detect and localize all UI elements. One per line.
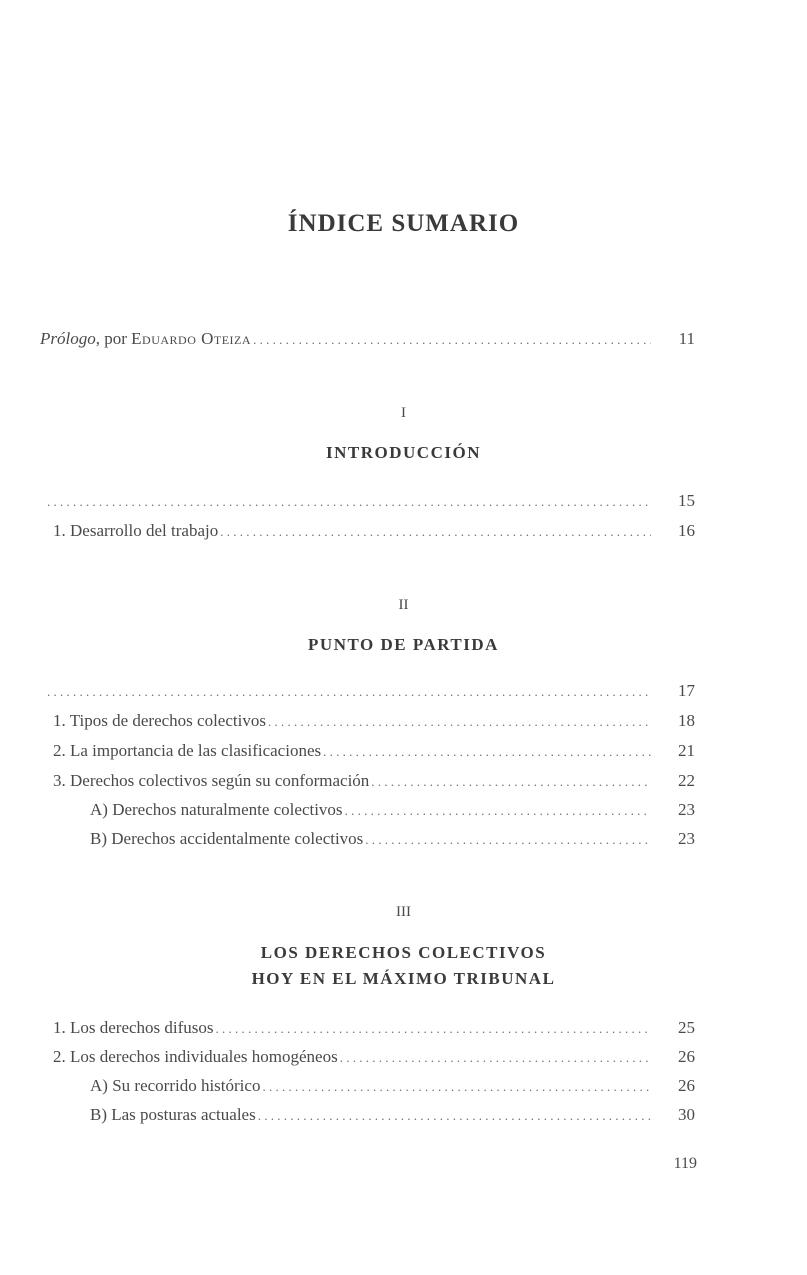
toc-entry[interactable] bbox=[53, 1044, 695, 1070]
toc-entry-label bbox=[40, 326, 251, 352]
toc-entry-text: Derechos accidentalmente colectivos bbox=[111, 829, 364, 848]
prologue-by: , por bbox=[95, 329, 132, 348]
page-number: 119 bbox=[673, 1155, 697, 1172]
section-title bbox=[0, 632, 807, 658]
toc-entry-text: La importancia de las clasificaciones bbox=[70, 741, 322, 760]
prologue-author: Eduardo Oteiza bbox=[131, 329, 252, 348]
toc-entry-page: 22 bbox=[678, 771, 695, 790]
toc-entry-page: 23 bbox=[678, 829, 695, 848]
toc-entry-label bbox=[53, 768, 369, 794]
dot-leader bbox=[345, 798, 651, 824]
dot-leader bbox=[253, 327, 651, 353]
toc-entry-number: 3. bbox=[53, 771, 66, 790]
toc-entry-page: 23 bbox=[678, 800, 695, 819]
toc-entry-page: 25 bbox=[678, 1018, 695, 1037]
toc-entry-page: 30 bbox=[678, 1105, 695, 1124]
dot-leader bbox=[258, 1103, 651, 1129]
toc-entry[interactable] bbox=[45, 488, 695, 514]
toc-entry-text: Derechos colectivos según su conformación bbox=[70, 771, 370, 790]
toc-entry-page: 16 bbox=[678, 521, 695, 540]
toc-entry-number: A) bbox=[90, 800, 108, 819]
toc-entry-page: 15 bbox=[678, 491, 695, 510]
toc-entry-page: 17 bbox=[678, 681, 695, 700]
toc-entry-label bbox=[90, 1073, 260, 1099]
section-title bbox=[0, 440, 807, 466]
toc-entry-number: 1. bbox=[53, 521, 66, 540]
dot-leader bbox=[262, 1074, 651, 1100]
dot-leader bbox=[220, 519, 651, 545]
toc-entry-label bbox=[90, 826, 363, 852]
dot-leader bbox=[340, 1045, 651, 1071]
toc-entry-text: Su recorrido histórico bbox=[112, 1076, 261, 1095]
toc-entry[interactable] bbox=[53, 518, 695, 544]
toc-entry-number: B) bbox=[90, 829, 107, 848]
toc-entry-number: B) bbox=[90, 1105, 107, 1124]
toc-entry[interactable] bbox=[53, 1015, 695, 1041]
toc-entry[interactable] bbox=[45, 678, 695, 704]
dot-leader bbox=[371, 769, 651, 795]
toc-entry-page: 18 bbox=[678, 711, 695, 730]
toc-entry[interactable] bbox=[53, 708, 695, 734]
toc-entry-text: Desarrollo del trabajo bbox=[70, 521, 219, 540]
toc-entry-prologue[interactable] bbox=[40, 326, 695, 352]
toc-entry[interactable] bbox=[90, 1073, 695, 1099]
dot-leader bbox=[216, 1016, 651, 1042]
section-title-line: LOS DERECHOS COLECTIVOS bbox=[260, 943, 547, 962]
section-title bbox=[0, 940, 807, 992]
toc-entry-label bbox=[53, 1044, 338, 1070]
dot-leader bbox=[268, 709, 651, 735]
toc-entry-label bbox=[90, 797, 343, 823]
toc-entry-text: Los derechos individuales homogéneos bbox=[70, 1047, 338, 1066]
toc-entry-number: 1. bbox=[53, 711, 66, 730]
toc-entry[interactable] bbox=[90, 797, 695, 823]
prologue-label: Prólogo bbox=[40, 329, 96, 348]
toc-entry[interactable] bbox=[53, 738, 695, 764]
section-numeral: III bbox=[396, 904, 411, 920]
toc-entry-number: A) bbox=[90, 1076, 108, 1095]
section-numeral: II bbox=[398, 597, 409, 613]
toc-entry-text: Las posturas actuales bbox=[111, 1105, 256, 1124]
section-title-line: INTRODUCCIÓN bbox=[326, 443, 481, 462]
toc-entry-number: 2. bbox=[53, 741, 66, 760]
toc-entry-page: 21 bbox=[678, 741, 695, 760]
toc-entry-label bbox=[53, 738, 321, 764]
toc-entry-page: 26 bbox=[678, 1076, 695, 1095]
toc-entry-label bbox=[53, 1015, 214, 1041]
toc-entry-text: Los derechos difusos bbox=[70, 1018, 214, 1037]
dot-leader bbox=[323, 739, 651, 765]
page-title: ÍNDICE SUMARIO bbox=[287, 210, 520, 237]
dot-leader bbox=[47, 489, 651, 515]
toc-entry-label bbox=[90, 1102, 256, 1128]
toc-entry-text: Derechos naturalmente colectivos bbox=[112, 800, 343, 819]
toc-entry[interactable] bbox=[53, 768, 695, 794]
toc-entry-label bbox=[53, 518, 218, 544]
section-title-line: PUNTO DE PARTIDA bbox=[308, 635, 499, 654]
dot-leader bbox=[47, 679, 651, 705]
toc-entry[interactable] bbox=[90, 826, 695, 852]
section-numeral: I bbox=[401, 405, 406, 421]
toc-entry[interactable] bbox=[90, 1102, 695, 1128]
dot-leader bbox=[365, 827, 651, 853]
section-title-line: HOY EN EL MÁXIMO TRIBUNAL bbox=[251, 969, 556, 988]
toc-entry-page: 26 bbox=[678, 1047, 695, 1066]
toc-entry-number: 1. bbox=[53, 1018, 66, 1037]
toc-entry-number: 2. bbox=[53, 1047, 66, 1066]
toc-entry-text: Tipos de derechos colectivos bbox=[69, 711, 266, 730]
toc-entry-label bbox=[53, 708, 266, 734]
toc-entry-page: 11 bbox=[678, 329, 695, 348]
